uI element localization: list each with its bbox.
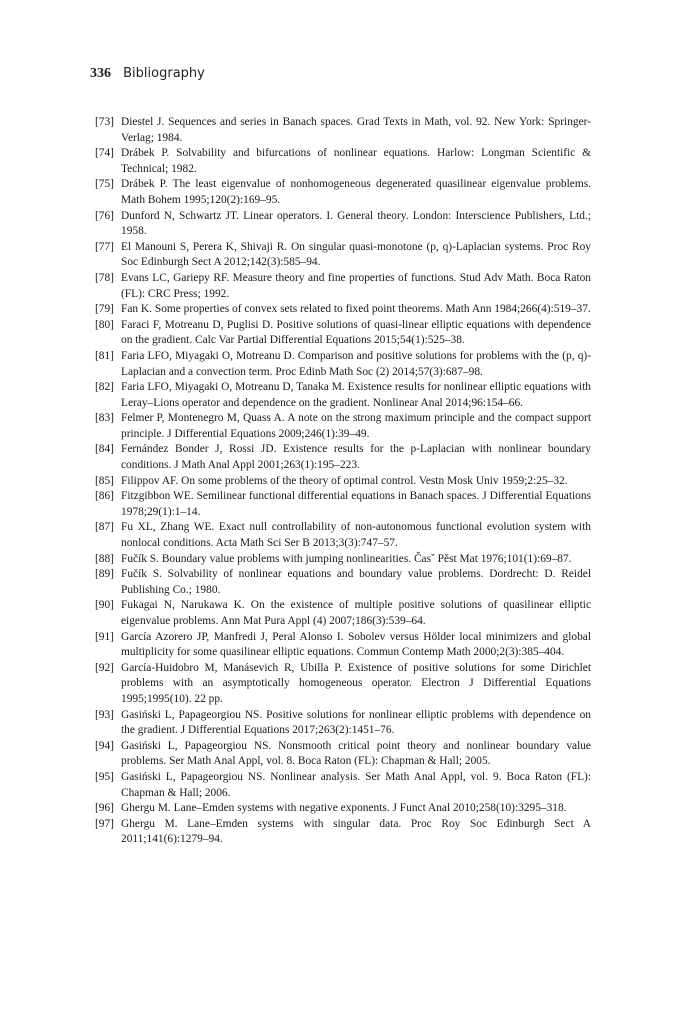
- reference-number: [74]: [95, 147, 114, 160]
- reference-number: [80]: [95, 318, 114, 331]
- reference-text: Gasiński L, Papageorgiou NS. Positive solutions for nonlinear elliptic problems with dependence on the gradient. J Differential Equations 2017;263(2):1451–76.: [121, 708, 591, 737]
- reference-number: [89]: [95, 568, 114, 581]
- reference-number: [79]: [95, 303, 114, 316]
- reference-text: Ghergu M. Lane–Emden systems with singular data. Proc Roy Soc Edinburgh Sect A 2011;141(6):1279–94.: [121, 817, 591, 846]
- reference-number: [84]: [95, 443, 114, 456]
- reference-number: [93]: [95, 708, 114, 721]
- reference-text: Felmer P, Montenegro M, Quass A. A note on the strong maximum principle and the compact support principle. J Differential Equations 2009;246(1):39–49.: [121, 412, 591, 440]
- reference-entry: [95, 520, 591, 551]
- reference-entry: [95, 146, 591, 177]
- reference-text: Faria LFO, Miyagaki O, Motreanu D. Comparison and positive solutions for problems with the (p, q)-Laplacian and a convection term. Proc Edinb Math Soc (2) 2014;57(3):687–98.: [121, 349, 591, 378]
- reference-number: [90]: [95, 599, 114, 612]
- reference-number: [94]: [95, 739, 114, 752]
- reference-number: [77]: [95, 240, 114, 253]
- reference-entry: [95, 661, 591, 708]
- reference-entry: [95, 271, 591, 302]
- reference-entry: [95, 770, 591, 801]
- reference-text: Fu XL, Zhang WE. Exact null controllability of non-autonomous functional evolution system with nonlocal conditions. Acta Math Sci Ser B 2013;3(3):747–57.: [121, 521, 591, 550]
- reference-number: [91]: [95, 630, 114, 643]
- reference-text: Fučík S. Boundary value problems with jumping nonlinearities. Časˇ Pěst Mat 1976;101(1):69–87.: [121, 552, 572, 565]
- reference-entry: [95, 115, 591, 146]
- reference-text: Fernández Bonder J, Rossi JD. Existence results for the p-Laplacian with nonlinear boundary conditions. J Math Anal Appl 2001;263(1):195–223.: [121, 443, 591, 472]
- reference-number: [96]: [95, 802, 114, 815]
- reference-number: [92]: [95, 661, 114, 674]
- page-number: 336: [90, 66, 111, 81]
- reference-text: El Manouni S, Perera K, Shivaji R. On singular quasi-monotone (p, q)-Laplacian systems. Proc Roy Soc Edinburgh Sect A 2012;142(3):585–94.: [121, 240, 591, 269]
- reference-entry: [95, 817, 591, 848]
- reference-text: Drábek P. The least eigenvalue of nonhomogeneous degenerated quasilinear eigenvalue problems. Math Bohem 1995;120(2):169–95.: [121, 178, 591, 206]
- reference-text: Fukagai N, Narukawa K. On the existence of multiple positive solutions of quasilinear elliptic eigenvalue problems. Ann Mat Pura Appl (4) 2007;186(3):539–64.: [121, 599, 591, 627]
- reference-number: [87]: [95, 521, 114, 534]
- reference-number: [76]: [95, 209, 114, 222]
- reference-text: García-Huidobro M, Manásevich R, Ubilla P. Existence of positive solutions for some Dirichlet problems with an asymptotically homogeneous operator. Electron J Differential Equations 1995;1995(10). 22 pp.: [121, 661, 591, 705]
- reference-text: Gasiński L, Papageorgiou NS. Nonlinear analysis. Ser Math Anal Appl, vol. 9. Boca Raton (FL): Chapman & Hall; 2006.: [121, 770, 591, 799]
- reference-text: Faria LFO, Miyagaki O, Motreanu D, Tanaka M. Existence results for nonlinear elliptic equations with Leray–Lions operator and dependence on the gradient. Nonlinear Anal 2014;96:154–66.: [121, 381, 591, 409]
- reference-text: Fan K. Some properties of convex sets related to fixed point theorems. Math Ann 1984;266(4):519–37.: [121, 303, 591, 316]
- reference-entry: [95, 739, 591, 770]
- reference-text: Evans LC, Gariepy RF. Measure theory and fine properties of functions. Stud Adv Math. Boca Raton (FL): CRC Press; 1992.: [121, 271, 591, 300]
- reference-text: Dunford N, Schwartz JT. Linear operators. I. General theory. London: Interscience Publishers, Ltd.; 1958.: [121, 209, 591, 238]
- reference-text: Ghergu M. Lane–Emden systems with negative exponents. J Funct Anal 2010;258(10):3295–318.: [121, 802, 567, 815]
- reference-entry: [95, 489, 591, 520]
- reference-entry: [95, 177, 591, 208]
- reference-entry: [95, 801, 591, 817]
- reference-entry: [95, 708, 591, 739]
- reference-entry: [95, 318, 591, 349]
- reference-entry: [95, 598, 591, 629]
- reference-entry: [95, 349, 591, 380]
- reference-number: [78]: [95, 271, 114, 284]
- reference-entry: [95, 474, 591, 490]
- reference-entry: [95, 567, 591, 598]
- reference-number: [82]: [95, 381, 114, 394]
- reference-number: [85]: [95, 474, 114, 487]
- reference-entry: [95, 442, 591, 473]
- reference-text: Fitzgibbon WE. Semilinear functional differential equations in Banach spaces. J Differential Equations 1978;29(1):1–14.: [121, 490, 591, 518]
- reference-number: [81]: [95, 349, 114, 362]
- reference-entry: [95, 302, 591, 318]
- reference-list: [95, 115, 591, 848]
- reference-number: [75]: [95, 178, 114, 191]
- reference-entry: [95, 630, 591, 661]
- reference-text: Gasiński L, Papageorgiou NS. Nonsmooth critical point theory and nonlinear boundary value problems. Ser Math Anal Appl, vol. 8. Boca Raton (FL): Chapman & Hall; 2005.: [121, 739, 591, 768]
- reference-number: [86]: [95, 490, 114, 503]
- page-title: Bibliography: [123, 66, 205, 81]
- reference-number: [73]: [95, 116, 114, 128]
- reference-entry: [95, 209, 591, 240]
- reference-number: [97]: [95, 817, 114, 830]
- reference-entry: [95, 411, 591, 442]
- reference-text: Filippov AF. On some problems of the theory of optimal control. Vestn Mosk Univ 1959;2:25–32.: [121, 474, 568, 487]
- reference-text: Fučík S. Solvability of nonlinear equations and boundary value problems. Dordrecht: D. Reidel Publishing Co.; 1980.: [121, 568, 591, 596]
- reference-text: Diestel J. Sequences and series in Banach spaces. Grad Texts in Math, vol. 92. New York: Springer-Verlag; 1984.: [121, 116, 591, 144]
- reference-entry: [95, 380, 591, 411]
- reference-number: [95]: [95, 770, 114, 783]
- reference-entry: [95, 552, 591, 568]
- reference-number: [83]: [95, 412, 114, 425]
- reference-text: Faraci F, Motreanu D, Puglisi D. Positive solutions of quasi-linear elliptic equations with dependence on the gradient. Calc Var Partial Differential Equations 2015;54(1):525–38.: [121, 318, 591, 347]
- running-head: [90, 66, 205, 82]
- reference-text: Drábek P. Solvability and bifurcations of nonlinear equations. Harlow: Longman Scientific & Technical; 1982.: [121, 147, 591, 175]
- reference-text: García Azorero JP, Manfredi J, Peral Alonso I. Sobolev versus Hölder local minimizers and global multiplicity for some quasilinear elliptic equations. Commun Contemp Math 2000;2(3):385–404.: [121, 630, 591, 659]
- reference-entry: [95, 240, 591, 271]
- reference-number: [88]: [95, 552, 114, 565]
